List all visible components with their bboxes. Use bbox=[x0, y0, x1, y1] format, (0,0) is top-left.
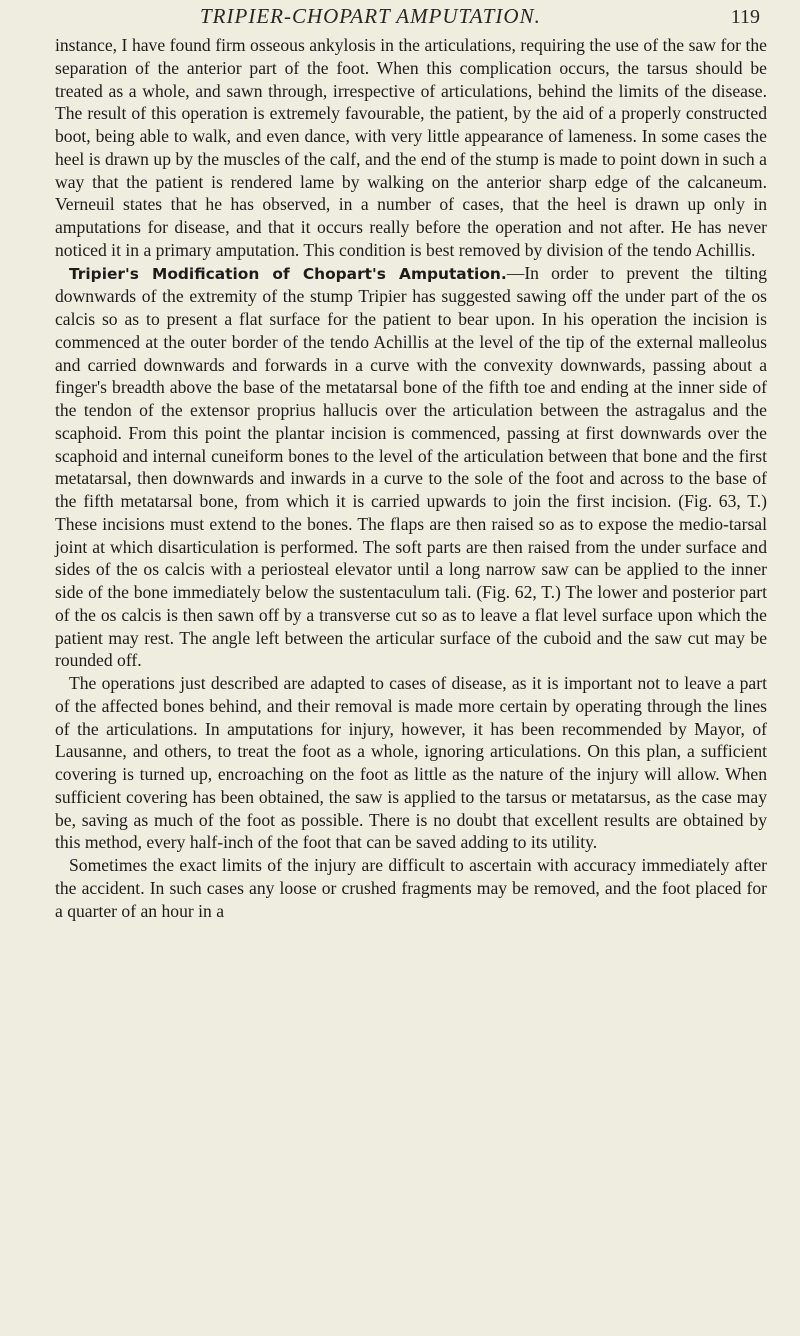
page-header bbox=[60, 4, 760, 36]
paragraph-continuation: instance, I have found firm osseous ankylosis in the articulations, requiring the use of the saw for the separation of the anterior part of the foot. When this complication occurs, the tarsus should be treated as a whole, and sawn through, irrespective of articulations, behind the limits of the disease. The result of this operation is extremely favourable, the patient, by the aid of a properly constructed boot, being able to walk, and even dance, with very little appearance of lameness. In some cases the heel is drawn up by the muscles of the calf, and the end of the stump is made to point down in such a way that the patient is rendered lame by walking on the anterior sharp edge of the calcaneum. Verneuil states that he has observed, in a number of cases, that the heel is drawn up only in amputations for disease, and that it occurs really before the operation and not after. He has never noticed it in a primary amputation. This condition is best removed by division of the tendo Achillis. bbox=[55, 35, 767, 260]
section-heading: Tripier's Modification of Chopart's Amputation. bbox=[69, 264, 507, 283]
running-head: TRIPIER-CHOPART AMPUTATION. bbox=[200, 4, 541, 28]
page-number: 119 bbox=[730, 6, 760, 28]
paragraph-injury-limits: Sometimes the exact limits of the injury are difficult to ascertain with accuracy immediately after the accident. In such cases any loose or crushed fragments may be removed, and the foot placed for a quarter of an hour in a bbox=[55, 855, 767, 921]
paragraph-injury-amputations: The operations just described are adapted to cases of disease, as it is important not to leave a part of the affected bones behind, and their removal is made more certain by operating through the lines of the articulations. In amputations for injury, however, it has been recommended by Mayor, of Lausanne, and others, to treat the foot as a whole, ignoring articulations. On this plan, a sufficient covering is turned up, encroaching on the foot as little as the nature of the injury will allow. When sufficient covering has been obtained, the saw is applied to the tarsus or metatarsus, as the case may be, saving as much of the foot as possible. There is no doubt that excellent results are obtained by this method, every half-inch of the foot that can be saved adding to its utility. bbox=[55, 673, 767, 853]
paragraph-tripier-modification bbox=[55, 262, 767, 673]
body-text bbox=[55, 34, 767, 922]
paragraph-tripier-body: —In order to prevent the tilting downwards of the extremity of the stump Tripier has suggested sawing off the under part of the os calcis so as to present a flat surface for the patient to bear upon. In his operation the incision is commenced at the outer border of the tendo Achillis at the level of the tip of the external malleolus and carried downwards and forwards in a curve with the convexity downwards, passing about a finger's breadth above the base of the metatarsal bone of the fifth toe and ending at the inner side of the tendon of the extensor proprius hallucis over the articulation between the astragalus and the scaphoid. From this point the plantar incision is commenced, passing at first downwards over the scaphoid and internal cuneiform bones to the level of the articulation between that bone and the first metatarsal, then downwards and inwards in a curve to the sole of the foot and across to the base of the fifth metatarsal bone, from which it is carried upwards to join the first incision. (Fig. 63, T.) These incisions must extend to the bones. The flaps are then raised so as to expose the medio-tarsal joint at which disarticulation is performed. The soft parts are then raised from the under surface and sides of the os calcis with a periosteal elevator until a long narrow saw can be applied to the inner side of the bone immediately below the sustentaculum tali. (Fig. 62, T.) The lower and posterior part of the os calcis is then sawn off by a transverse cut so as to leave a flat level surface upon which the patient may rest. The angle left between the articular surface of the cuboid and the saw cut may be rounded off. bbox=[55, 262, 767, 671]
